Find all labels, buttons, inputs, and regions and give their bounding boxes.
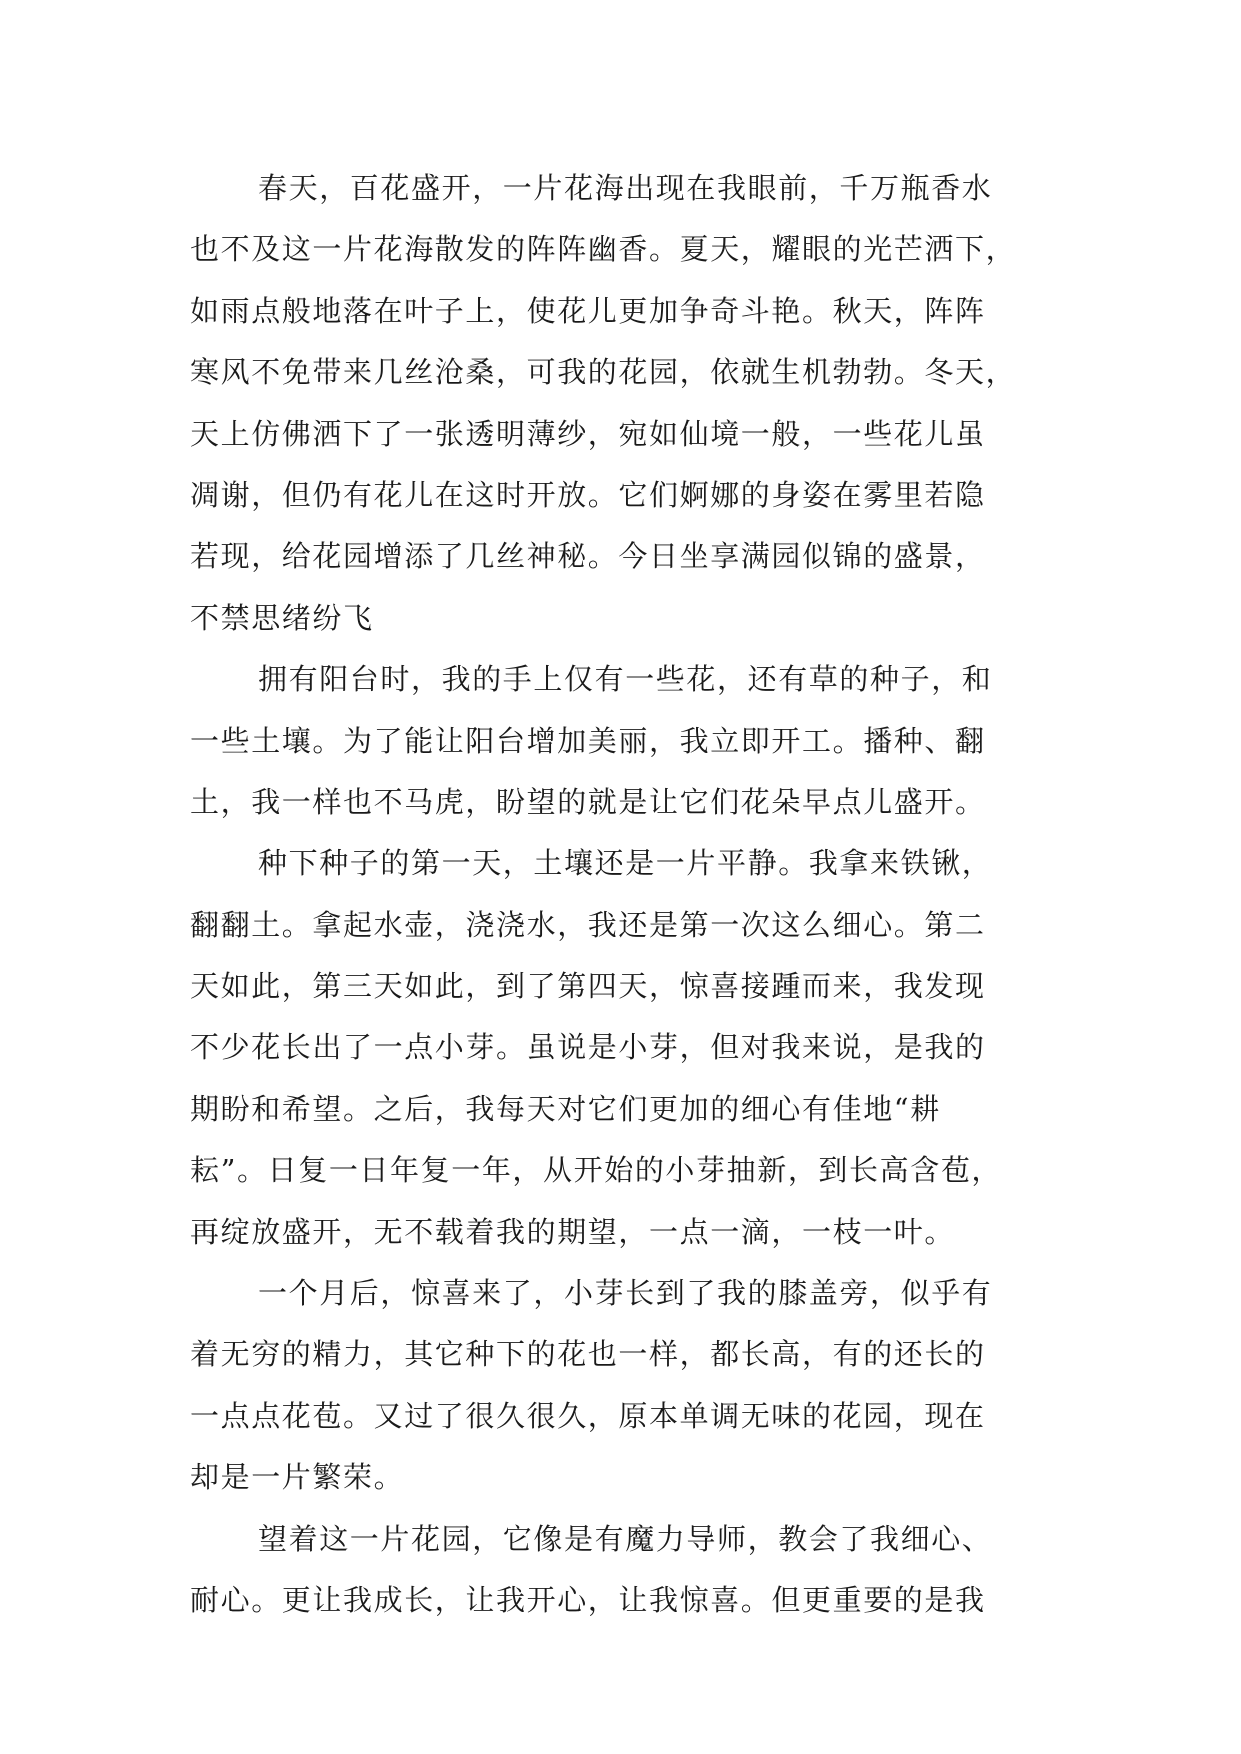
text-line: 期盼和希望。之后，我每天对它们更加的细心有佳地“耕 (190, 1091, 941, 1126)
text-line: 天如此，第三天如此，到了第四天，惊喜接踵而来，我发现 (190, 969, 986, 1004)
text-line: 一些土壤。为了能让阳台增加美丽，我立即开工。播种、翻 (190, 723, 986, 758)
text-line: 不禁思绪纷飞 (190, 600, 374, 635)
text-line: 寒风不免带来几丝沧桑，可我的花园，依就生机勃勃。冬天， (190, 355, 1017, 390)
text-line: 着无穷的精力，其它种下的花也一样，都长高，有的还长的 (190, 1337, 986, 1372)
text-line: 不少花长出了一点小芽。虽说是小芽，但对我来说，是我的 (190, 1030, 986, 1065)
text-line: 天上仿佛洒下了一张透明薄纱，宛如仙境一般，一些花儿虽 (190, 416, 986, 451)
text-line: 拥有阳台时，我的手上仅有一些花，还有草的种子，和 (258, 662, 993, 697)
text-line: 望着这一片花园，它像是有魔力导师，教会了我细心、 (258, 1521, 993, 1556)
text-line: 土，我一样也不马虎，盼望的就是让它们花朵早点儿盛开。 (190, 784, 986, 819)
text-line: 种下种子的第一天，土壤还是一片平静。我拿来铁锹， (258, 846, 993, 881)
text-line: 却是一片繁荣。 (190, 1460, 405, 1495)
text-line: 若现，给花园增添了几丝神秘。今日坐享满园似锦的盛景， (190, 539, 986, 574)
text-line: 翻翻土。拿起水壶，浇浇水，我还是第一次这么细心。第二 (190, 907, 986, 942)
text-line: 如雨点般地落在叶子上，使花儿更加争奇斗艳。秋天，阵阵 (190, 293, 986, 328)
text-line: 耘”。日复一日年复一年，从开始的小芽抽新，到长高含苞， (190, 1153, 1003, 1188)
text-line: 一个月后，惊喜来了，小芽长到了我的膝盖旁，似乎有 (258, 1276, 993, 1311)
text-line: 春天，百花盛开，一片花海出现在我眼前，千万瓶香水 (258, 171, 993, 205)
text-line: 耐心。更让我成长，让我开心，让我惊喜。但更重要的是我 (190, 1582, 986, 1617)
text-line: 凋谢，但仍有花儿在这时开放。它们婀娜的身姿在雾里若隐 (190, 477, 986, 512)
text-line: 也不及这一片花海散发的阵阵幽香。夏天，耀眼的光芒洒下， (190, 232, 1017, 267)
document-body (190, 158, 1060, 1631)
text-line: 一点点花苞。又过了很久很久，原本单调无味的花园，现在 (190, 1398, 986, 1433)
text-line: 再绽放盛开，无不载着我的期望，一点一滴，一枝一叶。 (190, 1214, 956, 1249)
